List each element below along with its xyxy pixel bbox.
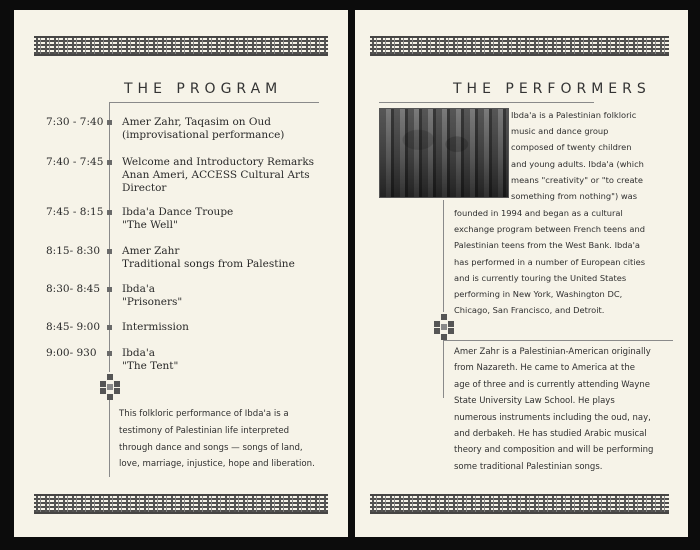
schedule-bullet [107,351,112,356]
ibdaa-line: means "creativity" or "to create [511,174,643,185]
schedule-entry [122,283,337,309]
schedule-entry-line: Traditional songs from Palestine [122,258,295,270]
schedule-entry-line: "The Well" [122,219,178,231]
ibdaa-line: Chicago, San Francisco, and Detroit. [454,305,605,316]
program-heading: THE PROGRAM [124,81,283,97]
schedule-bullet [107,120,112,125]
schedule-entry-line: Welcome and Introductory Remarks [122,156,315,168]
schedule-entry [122,206,337,232]
schedule-entry-line: Intermission [122,321,189,333]
ibdaa-line: music and dance group [511,126,609,137]
schedule-entry-line: Ibda'a [122,283,155,295]
amer-line: State University Law School. He plays [454,396,615,407]
bottom-ornament-border [370,494,669,514]
schedule-entry [122,347,337,373]
ibdaa-line: performing in New York, Washington DC, [454,289,623,300]
closing-line: This folkloric performance of Ibda'a is a [119,409,289,419]
amer-line: theory and composition and will be performing [454,445,654,456]
top-ornament-border [370,36,669,56]
schedule-bullet [107,325,112,330]
schedule-time: 7:40 - 7:45 [46,156,104,168]
schedule-time: 7:30 - 7:40 [46,116,104,128]
heading-underline [109,102,319,103]
schedule-entry [122,245,337,271]
amer-description [454,344,653,475]
ibdaa-line: composed of twenty children [511,142,632,153]
amer-line: Amer Zahr is a Palestinian-American originally [454,347,651,357]
closing-line: through dance and songs — songs of land, [119,442,303,453]
amer-line: and derbakeh. He has studied Arabic musical [454,429,647,440]
ibdaa-line: and young adults. Ibda'a (which [511,158,644,169]
schedule-entry-line: "The Tent" [122,360,179,372]
ibdaa-line: has performed in a number of European cities [454,256,646,267]
schedule-entry [122,321,337,334]
ibdaa-description-bottom [454,205,645,318]
top-ornament-border [34,36,328,56]
schedule-bullet [107,287,112,292]
closing-line: love, marriage, injustice, hope and liberation. [119,459,315,470]
diamond-ornament [430,313,458,341]
ibdaa-description-top [511,107,644,204]
closing-line: testimony of Palestinian life interpreted [119,425,290,436]
schedule-entry [122,156,337,195]
schedule-time: 7:45 - 8:15 [46,206,104,218]
performers-vertical-rule-lower [443,340,444,398]
schedule-entry-line: Director [122,182,167,194]
schedule-entry-line: Ibda'a [122,347,155,359]
program-page [14,10,348,537]
bottom-ornament-border [34,494,328,514]
ibdaa-line: and is currently touring the United States [454,272,627,283]
ibdaa-line: founded in 1994 and began as a cultural [454,208,623,218]
amer-line: from Nazareth. He came to America at the [454,363,635,374]
amer-line: some traditional Palestinian songs. [454,461,603,472]
schedule-entry-line: "Prisoners" [122,296,183,308]
ibdaa-line: Ibda'a is a Palestinian folkloric [511,110,637,120]
ibdaa-line: exchange program between French teens and [454,224,645,235]
schedule-time: 8:45- 9:00 [46,321,101,333]
schedule-bullet [107,210,112,215]
schedule-bullet [107,249,112,254]
performers-page [355,10,688,537]
ibdaa-group-photo [379,108,509,198]
heading-underline [379,102,594,103]
schedule-time: 8:30- 8:45 [46,283,101,295]
ibdaa-line: something from nothing") was [511,191,638,202]
program-vertical-rule [109,102,110,372]
schedule-bullet [107,160,112,165]
schedule-entry-line: Anan Ameri, ACCESS Cultural Arts [122,169,310,181]
amer-line: numerous instruments including the oud, nay, [454,412,651,423]
closing-vertical-rule [109,400,110,477]
schedule-entry-line: (improvisational performance) [122,129,285,141]
schedule-time: 9:00- 930 [46,347,97,359]
schedule-entry-line: Amer Zahr [122,245,180,257]
schedule-entry [122,116,337,142]
performers-heading: THE PERFORMERS [453,81,651,97]
diamond-ornament [96,373,124,401]
amer-line: age of three and is currently attending Wayne [454,379,651,390]
amer-section-rule [443,340,673,341]
schedule-entry-line: Amer Zahr, Taqasim on Oud [122,116,271,128]
schedule-time: 8:15- 8:30 [46,245,101,257]
performers-vertical-rule [443,200,444,312]
ibdaa-line: Palestinian teens from the West Bank. Ibda'a [454,240,641,251]
program-closing-text [119,406,315,473]
schedule-entry-line: Ibda'a Dance Troupe [122,206,234,218]
